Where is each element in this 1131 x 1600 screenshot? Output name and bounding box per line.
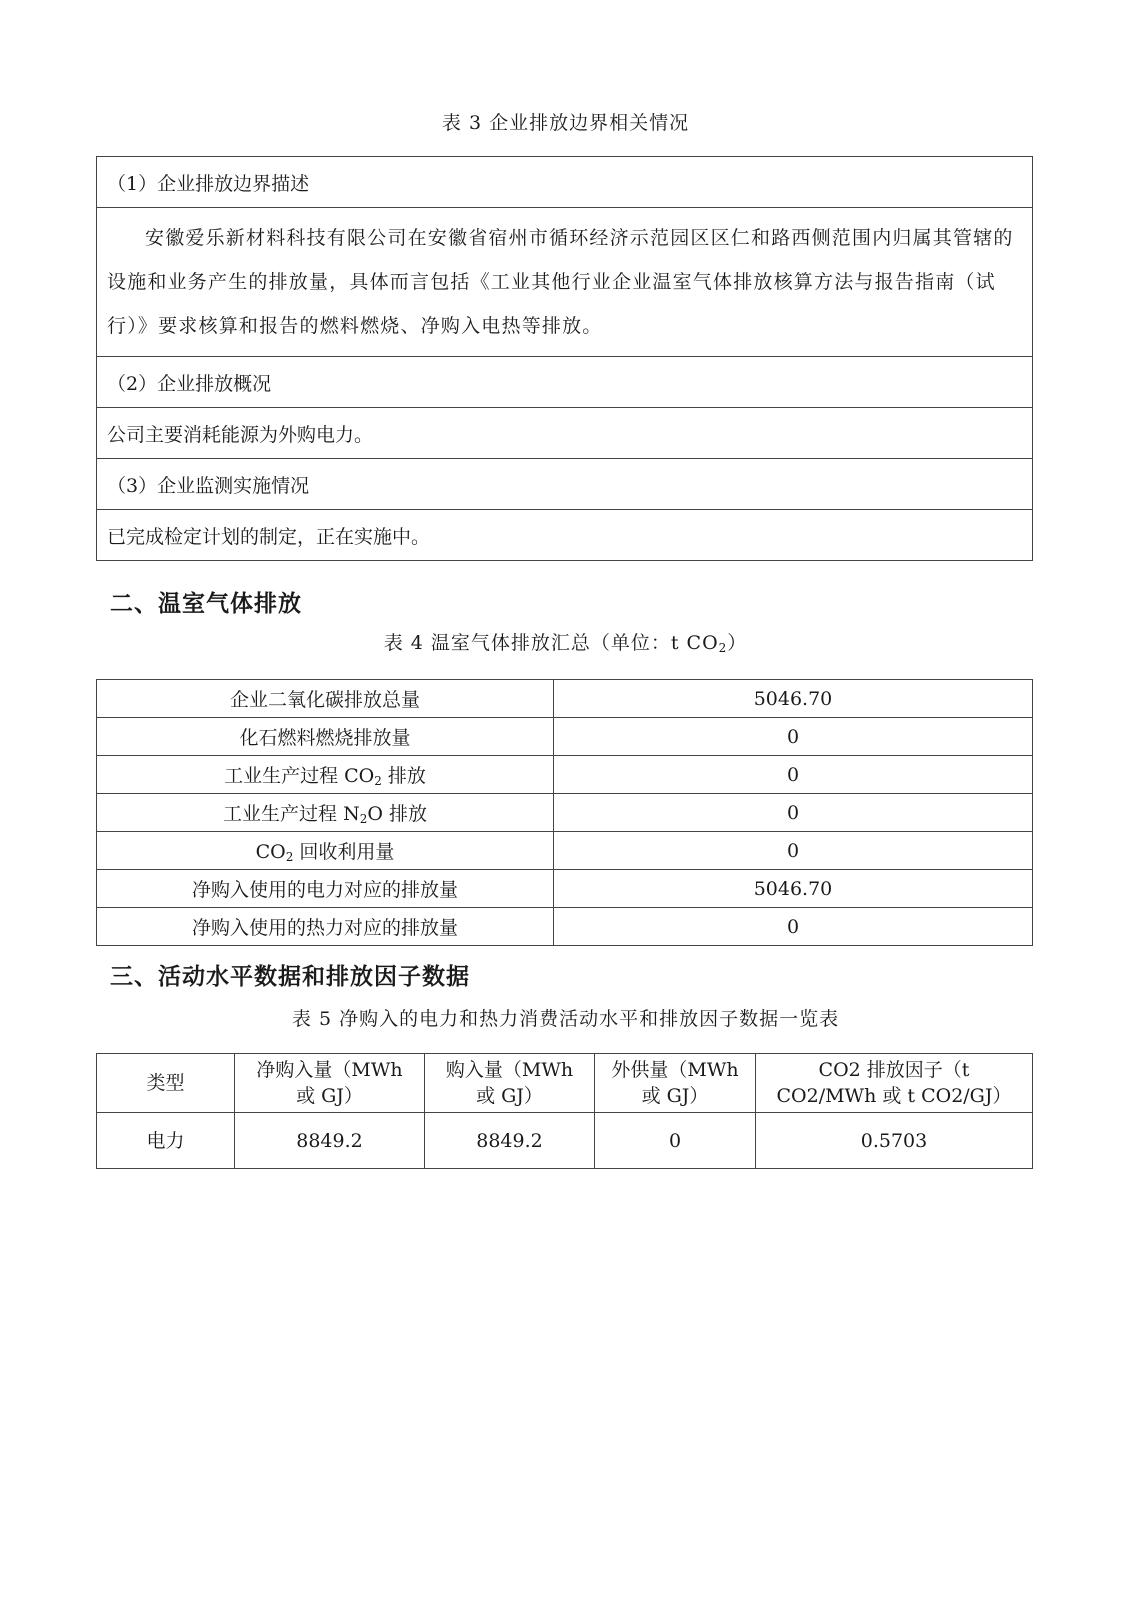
boundary-description-text: 安徽爱乐新材料科技有限公司在安徽省宿州市循环经济示范园区区仁和路西侧范围内归属其管辖的设施和业务产生的排放量，具体而言包括《工业其他行业企业温室气体排放核算方法与报告指南（试行）》要求核算和报告的燃料燃烧、净购入电热等排放。 [97, 208, 1033, 357]
emission-item-label [97, 718, 554, 756]
activity-data-table [96, 1053, 1033, 1169]
label-subscript: 2 [285, 850, 294, 864]
label-subscript: 2 [374, 774, 382, 788]
label-subscript: 2 [359, 812, 368, 826]
boundary-description-header: （1）企业排放边界描述 [97, 157, 1033, 208]
ghg-summary-table [96, 679, 1033, 946]
table5-caption: 表 5 净购入的电力和热力消费活动水平和排放因子数据一览表 [291, 1008, 840, 1030]
column-header: 净购入量（MWh 或 GJ） [235, 1054, 425, 1113]
table-row [97, 870, 1033, 908]
table-row [97, 157, 1033, 208]
table-row [97, 1113, 1033, 1169]
emission-item-value: 5046.70 [554, 680, 1033, 718]
table-row [97, 794, 1033, 832]
column-header: CO2 排放因子（t CO2/MWh 或 t CO2/GJ） [756, 1054, 1033, 1113]
table-row [97, 832, 1033, 870]
section-heading-activity: 三、活动水平数据和排放因子数据 [110, 964, 470, 990]
label-text: 工业生产过程 N [223, 803, 360, 825]
table-row [97, 908, 1033, 946]
column-header: 类型 [97, 1054, 235, 1113]
emission-boundary-table [96, 156, 1033, 561]
emission-item-value: 0 [554, 832, 1033, 870]
emission-item-value: 0 [554, 718, 1033, 756]
table-cell: 0.5703 [756, 1113, 1033, 1169]
emission-item-label [97, 680, 554, 718]
emission-item-label [97, 870, 554, 908]
label-text: 企业二氧化碳排放总量 [229, 689, 420, 711]
emission-item-value: 0 [554, 794, 1033, 832]
label-text: O 排放 [367, 803, 427, 825]
caption-subscript: 2 [718, 641, 728, 655]
table-header-row [97, 1054, 1033, 1113]
table-row [97, 459, 1033, 510]
label-text: 净购入使用的热力对应的排放量 [191, 917, 458, 939]
table-cell: 0 [595, 1113, 756, 1169]
emission-item-value: 5046.70 [554, 870, 1033, 908]
emission-overview-text: 公司主要消耗能源为外购电力。 [97, 408, 1033, 459]
table-cell: 8849.2 [425, 1113, 595, 1169]
column-header: 外供量（MWh 或 GJ） [595, 1054, 756, 1113]
table-cell: 电力 [97, 1113, 235, 1169]
monitoring-text: 已完成检定计划的制定，正在实施中。 [97, 510, 1033, 561]
emission-item-label [97, 832, 554, 870]
table-row [97, 756, 1033, 794]
table-row [97, 208, 1033, 357]
emission-item-value: 0 [554, 756, 1033, 794]
column-header: 购入量（MWh 或 GJ） [425, 1054, 595, 1113]
section-heading-ghg: 二、温室气体排放 [110, 591, 302, 617]
label-text: CO [255, 841, 286, 863]
table-row [97, 357, 1033, 408]
caption-text: 表 4 温室气体排放汇总（单位：t CO [383, 632, 719, 654]
emission-item-label [97, 908, 554, 946]
table4-caption [0, 628, 1131, 655]
table-row [97, 408, 1033, 459]
label-text: 化石燃料燃烧排放量 [239, 727, 411, 749]
emission-item-label [97, 756, 554, 794]
emission-overview-header: （2）企业排放概况 [97, 357, 1033, 408]
caption-text: ） [727, 632, 748, 654]
emission-item-label [97, 794, 554, 832]
label-text: 工业生产过程 CO [224, 765, 375, 787]
table-cell: 8849.2 [235, 1113, 425, 1169]
monitoring-header: （3）企业监测实施情况 [97, 459, 1033, 510]
table-row [97, 680, 1033, 718]
table-row [97, 718, 1033, 756]
label-text: 净购入使用的电力对应的排放量 [191, 879, 458, 901]
table-row [97, 510, 1033, 561]
emission-item-value: 0 [554, 908, 1033, 946]
label-text: 排放 [381, 765, 426, 787]
label-text: 回收利用量 [293, 841, 395, 863]
table3-caption: 表 3 企业排放边界相关情况 [441, 112, 690, 134]
